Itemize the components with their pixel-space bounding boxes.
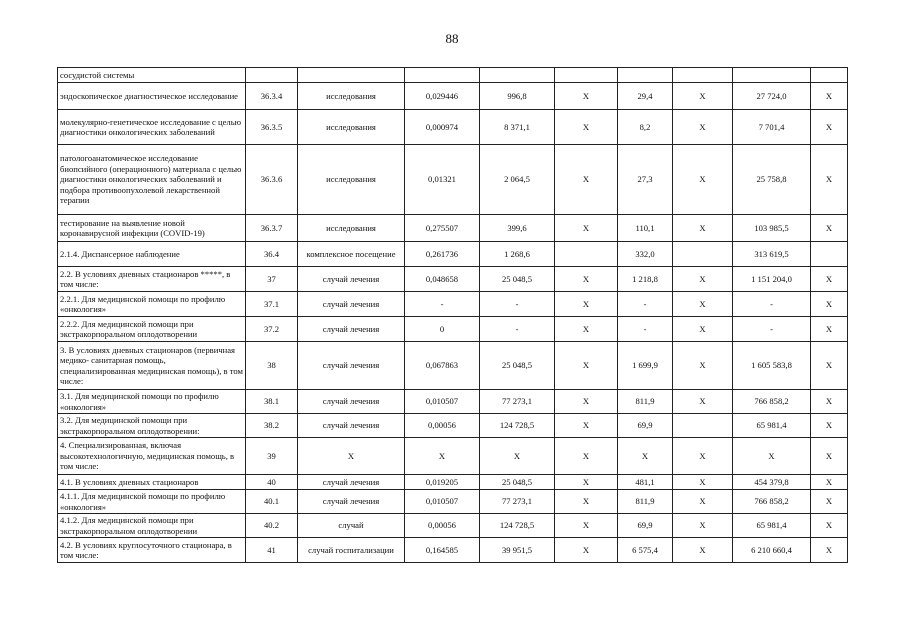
row-cost-cell: 8 371,1: [480, 110, 555, 145]
table-row: [58, 267, 848, 292]
table-row: [58, 292, 848, 317]
row-name-cell: молекулярно-генетическое исследование с целью диагностики онкологических заболеваний: [58, 110, 246, 145]
row-unit-cell: случай лечения: [298, 267, 405, 292]
row-col6-cell: Х: [555, 342, 618, 390]
row-col9-cell: 454 379,8: [733, 475, 811, 490]
row-col7-cell: 29,4: [618, 83, 673, 110]
row-name-cell: 4.1.2. Для медицинской помощи при экстракорпоральном оплодотворении: [58, 514, 246, 538]
row-col10-cell: Х: [811, 292, 848, 317]
row-col6-cell: Х: [555, 438, 618, 475]
row-col9-cell: [733, 68, 811, 83]
row-col9-cell: 65 981,4: [733, 414, 811, 438]
row-col9-cell: 766 858,2: [733, 390, 811, 414]
row-col10-cell: Х: [811, 538, 848, 563]
row-col8-cell: Х: [673, 83, 733, 110]
row-col8-cell: Х: [673, 342, 733, 390]
row-col9-cell: 65 981,4: [733, 514, 811, 538]
row-volume-cell: Х: [405, 438, 480, 475]
row-col6-cell: Х: [555, 110, 618, 145]
row-col8-cell: Х: [673, 110, 733, 145]
page-number: 88: [445, 31, 459, 46]
table-row: [58, 215, 848, 242]
row-col7-cell: -: [618, 292, 673, 317]
row-col6-cell: Х: [555, 475, 618, 490]
table-row: [58, 490, 848, 514]
row-col10-cell: Х: [811, 215, 848, 242]
row-code-cell: 40.1: [246, 490, 298, 514]
row-code-cell: 36.3.6: [246, 145, 298, 215]
row-col8-cell: Х: [673, 215, 733, 242]
row-name-cell: сосудистой системы: [58, 68, 246, 83]
row-volume-cell: 0,067863: [405, 342, 480, 390]
row-volume-cell: 0,164585: [405, 538, 480, 563]
row-col7-cell: 27,3: [618, 145, 673, 215]
row-cost-cell: 1 268,6: [480, 242, 555, 267]
row-col8-cell: Х: [673, 390, 733, 414]
row-code-cell: 36.3.7: [246, 215, 298, 242]
row-cost-cell: 996,8: [480, 83, 555, 110]
row-col8-cell: Х: [673, 145, 733, 215]
row-volume-cell: 0,010507: [405, 490, 480, 514]
row-code-cell: [246, 68, 298, 83]
row-code-cell: 40.2: [246, 514, 298, 538]
row-col6-cell: Х: [555, 215, 618, 242]
table-row: [58, 317, 848, 342]
table-row: [58, 475, 848, 490]
row-unit-cell: исследования: [298, 215, 405, 242]
row-col6-cell: Х: [555, 317, 618, 342]
row-code-cell: 38.2: [246, 414, 298, 438]
row-col7-cell: 8,2: [618, 110, 673, 145]
row-unit-cell: исследования: [298, 145, 405, 215]
row-volume-cell: 0: [405, 317, 480, 342]
row-col9-cell: 103 985,5: [733, 215, 811, 242]
row-col6-cell: Х: [555, 292, 618, 317]
row-volume-cell: 0,261736: [405, 242, 480, 267]
row-col7-cell: 481,1: [618, 475, 673, 490]
row-col7-cell: 811,9: [618, 490, 673, 514]
table-row: [58, 414, 848, 438]
row-unit-cell: случай лечения: [298, 317, 405, 342]
table-row: [58, 342, 848, 390]
row-col9-cell: 7 701,4: [733, 110, 811, 145]
row-col8-cell: Х: [673, 475, 733, 490]
row-unit-cell: случай лечения: [298, 292, 405, 317]
row-col9-cell: 6 210 660,4: [733, 538, 811, 563]
row-col6-cell: Х: [555, 267, 618, 292]
row-code-cell: 36.3.5: [246, 110, 298, 145]
row-unit-cell: случай лечения: [298, 342, 405, 390]
row-cost-cell: Х: [480, 438, 555, 475]
row-col10-cell: Х: [811, 475, 848, 490]
row-name-cell: 2.2.1. Для медицинской помощи по профилю «онкология»: [58, 292, 246, 317]
row-col8-cell: [673, 414, 733, 438]
row-col7-cell: 1 699,9: [618, 342, 673, 390]
row-cost-cell: 124 728,5: [480, 414, 555, 438]
row-name-cell: 2.2.2. Для медицинской помощи при экстракорпоральном оплодотворении: [58, 317, 246, 342]
table-row: [58, 110, 848, 145]
row-col8-cell: Х: [673, 317, 733, 342]
row-col6-cell: Х: [555, 83, 618, 110]
row-volume-cell: 0,029446: [405, 83, 480, 110]
row-col9-cell: 1 605 583,8: [733, 342, 811, 390]
row-col6-cell: Х: [555, 514, 618, 538]
row-cost-cell: 25 048,5: [480, 267, 555, 292]
services-table: [57, 67, 848, 563]
row-code-cell: 37: [246, 267, 298, 292]
row-col10-cell: Х: [811, 414, 848, 438]
row-cost-cell: 399,6: [480, 215, 555, 242]
row-col10-cell: Х: [811, 390, 848, 414]
table-row: [58, 538, 848, 563]
row-unit-cell: [298, 68, 405, 83]
row-code-cell: 37.2: [246, 317, 298, 342]
row-col9-cell: 25 758,8: [733, 145, 811, 215]
row-col10-cell: Х: [811, 267, 848, 292]
row-code-cell: 36.4: [246, 242, 298, 267]
row-volume-cell: 0,048658: [405, 267, 480, 292]
table-row: [58, 83, 848, 110]
row-code-cell: 39: [246, 438, 298, 475]
row-col6-cell: Х: [555, 538, 618, 563]
row-unit-cell: случай лечения: [298, 390, 405, 414]
row-cost-cell: 25 048,5: [480, 342, 555, 390]
table-row: [58, 145, 848, 215]
row-unit-cell: случай лечения: [298, 414, 405, 438]
row-volume-cell: 0,000974: [405, 110, 480, 145]
row-unit-cell: Х: [298, 438, 405, 475]
row-col8-cell: Х: [673, 292, 733, 317]
table-row: [58, 514, 848, 538]
row-cost-cell: 124 728,5: [480, 514, 555, 538]
row-col6-cell: Х: [555, 145, 618, 215]
row-name-cell: 3. В условиях дневных стационаров (первичная медико- санитарная помощь, специализированная медицинская помощь), в том числе:: [58, 342, 246, 390]
row-code-cell: 36.3.4: [246, 83, 298, 110]
row-col8-cell: Х: [673, 514, 733, 538]
row-col10-cell: Х: [811, 490, 848, 514]
row-col10-cell: [811, 68, 848, 83]
row-code-cell: 41: [246, 538, 298, 563]
table-row: [58, 390, 848, 414]
row-col6-cell: Х: [555, 414, 618, 438]
row-col10-cell: [811, 242, 848, 267]
row-col10-cell: Х: [811, 514, 848, 538]
row-col7-cell: -: [618, 317, 673, 342]
row-code-cell: 38.1: [246, 390, 298, 414]
row-name-cell: 4.1.1. Для медицинской помощи по профилю «онкология»: [58, 490, 246, 514]
row-col9-cell: 313 619,5: [733, 242, 811, 267]
row-col8-cell: Х: [673, 490, 733, 514]
row-col7-cell: [618, 68, 673, 83]
row-unit-cell: случай госпитализации: [298, 538, 405, 563]
row-volume-cell: 0,00056: [405, 514, 480, 538]
row-cost-cell: 77 273,1: [480, 490, 555, 514]
table-body: [58, 68, 848, 563]
row-col8-cell: Х: [673, 538, 733, 563]
row-col8-cell: [673, 242, 733, 267]
row-name-cell: 4.2. В условиях круглосуточного стационара, в том числе:: [58, 538, 246, 563]
row-volume-cell: 0,010507: [405, 390, 480, 414]
row-col6-cell: Х: [555, 490, 618, 514]
row-code-cell: 37.1: [246, 292, 298, 317]
row-name-cell: эндоскопическое диагностическое исследование: [58, 83, 246, 110]
row-volume-cell: 0,275507: [405, 215, 480, 242]
row-col7-cell: 69,9: [618, 514, 673, 538]
row-cost-cell: 25 048,5: [480, 475, 555, 490]
table-row: [58, 242, 848, 267]
table-row: [58, 438, 848, 475]
row-col10-cell: Х: [811, 342, 848, 390]
row-volume-cell: -: [405, 292, 480, 317]
row-col7-cell: 110,1: [618, 215, 673, 242]
row-col7-cell: Х: [618, 438, 673, 475]
row-col8-cell: Х: [673, 267, 733, 292]
row-name-cell: тестирование на выявление новой коронавирусной инфекции (COVID-19): [58, 215, 246, 242]
row-col9-cell: -: [733, 317, 811, 342]
row-col9-cell: 766 858,2: [733, 490, 811, 514]
row-cost-cell: 77 273,1: [480, 390, 555, 414]
row-col8-cell: Х: [673, 438, 733, 475]
row-unit-cell: случай лечения: [298, 475, 405, 490]
row-volume-cell: 0,01321: [405, 145, 480, 215]
row-unit-cell: исследования: [298, 83, 405, 110]
row-col10-cell: Х: [811, 438, 848, 475]
table-row: [58, 68, 848, 83]
row-cost-cell: 2 064,5: [480, 145, 555, 215]
row-col10-cell: Х: [811, 317, 848, 342]
row-unit-cell: случай лечения: [298, 490, 405, 514]
row-col6-cell: [555, 68, 618, 83]
row-col7-cell: 6 575,4: [618, 538, 673, 563]
row-unit-cell: комплексное посещение: [298, 242, 405, 267]
row-col9-cell: 27 724,0: [733, 83, 811, 110]
row-volume-cell: 0,00056: [405, 414, 480, 438]
row-col7-cell: 69,9: [618, 414, 673, 438]
row-name-cell: патологоанатомическое исследование биопсийного (операционного) материала с целью диагностики онкологических заболеваний и подбора противоопухолевой лекарственной терапии: [58, 145, 246, 215]
row-col6-cell: Х: [555, 390, 618, 414]
row-cost-cell: -: [480, 317, 555, 342]
row-col10-cell: Х: [811, 83, 848, 110]
row-cost-cell: 39 951,5: [480, 538, 555, 563]
row-name-cell: 3.1. Для медицинской помощи по профилю «онкология»: [58, 390, 246, 414]
row-unit-cell: случай: [298, 514, 405, 538]
row-name-cell: 4.1. В условиях дневных стационаров: [58, 475, 246, 490]
row-name-cell: 4. Специализированная, включая высокотехнологичную, медицинская помощь, в том числе:: [58, 438, 246, 475]
row-col7-cell: 811,9: [618, 390, 673, 414]
row-name-cell: 3.2. Для медицинской помощи при экстракорпоральном оплодотворении:: [58, 414, 246, 438]
row-col7-cell: 332,0: [618, 242, 673, 267]
row-unit-cell: исследования: [298, 110, 405, 145]
row-volume-cell: 0,019205: [405, 475, 480, 490]
row-col9-cell: 1 151 204,0: [733, 267, 811, 292]
row-cost-cell: [480, 68, 555, 83]
row-col8-cell: [673, 68, 733, 83]
row-col7-cell: 1 218,8: [618, 267, 673, 292]
row-col10-cell: Х: [811, 145, 848, 215]
row-name-cell: 2.2. В условиях дневных стационаров *****, в том числе:: [58, 267, 246, 292]
row-code-cell: 40: [246, 475, 298, 490]
row-col6-cell: [555, 242, 618, 267]
row-name-cell: 2.1.4. Диспансерное наблюдение: [58, 242, 246, 267]
row-cost-cell: -: [480, 292, 555, 317]
row-code-cell: 38: [246, 342, 298, 390]
row-volume-cell: [405, 68, 480, 83]
row-col10-cell: Х: [811, 110, 848, 145]
row-col9-cell: -: [733, 292, 811, 317]
row-col9-cell: Х: [733, 438, 811, 475]
